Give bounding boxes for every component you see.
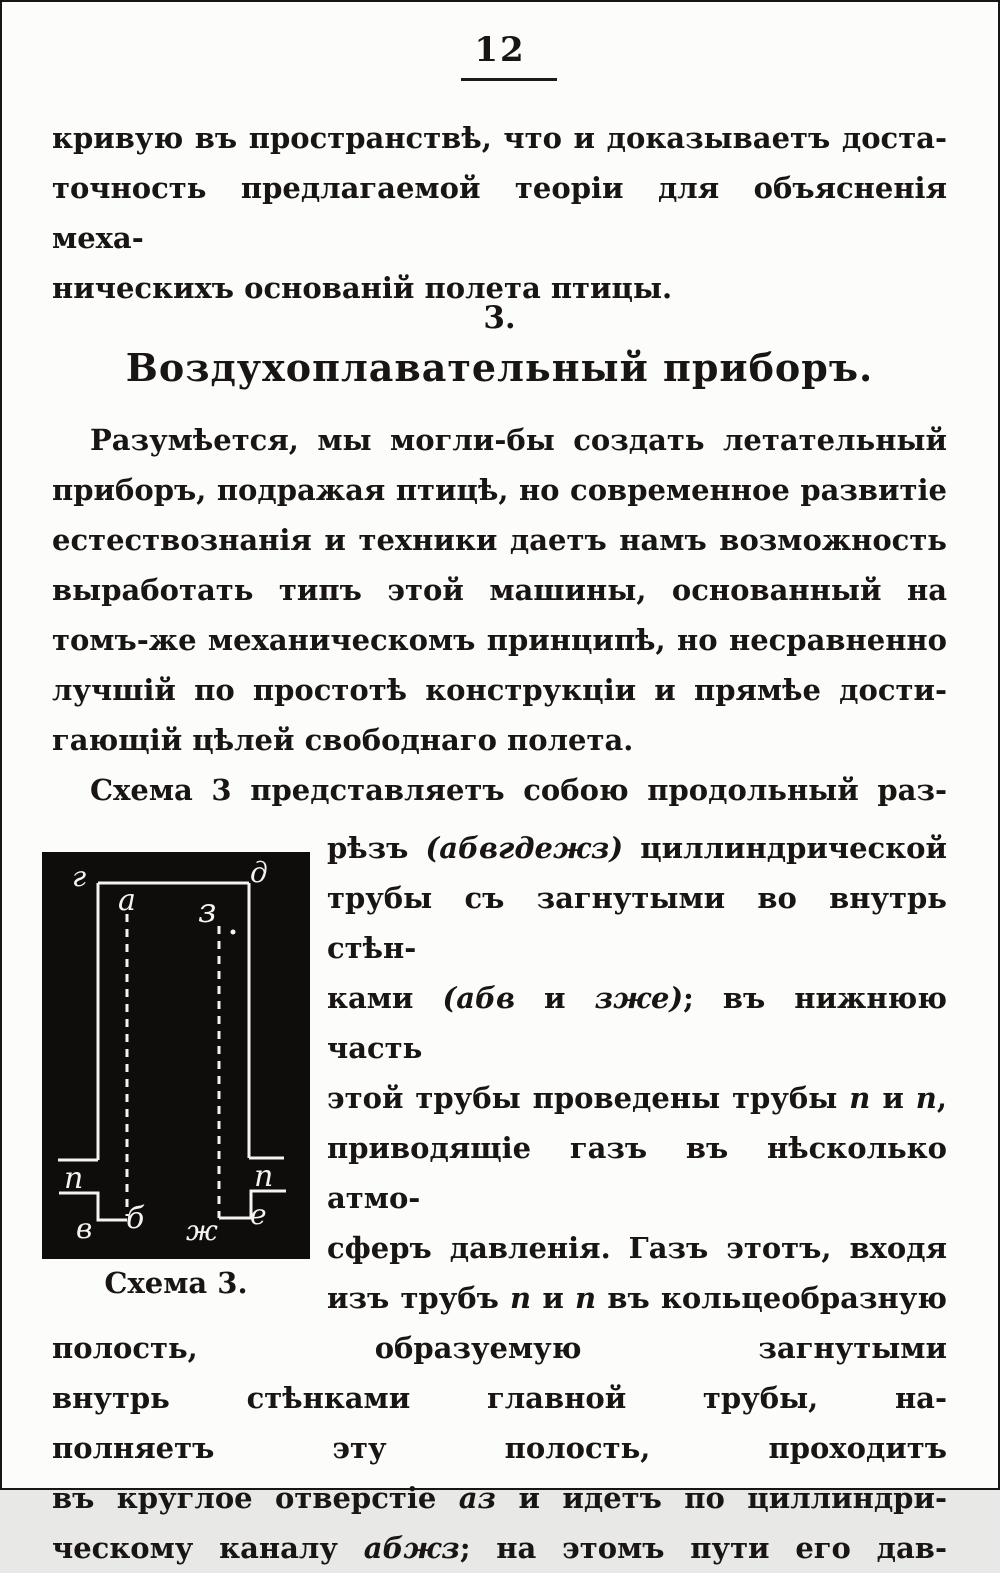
text-segment: полость, образуемую загнутыми (52, 1331, 947, 1365)
text-segment: полняетъ эту полость, проходитъ (52, 1431, 947, 1465)
label-g: г (72, 860, 87, 893)
italic-segment: зже) (594, 981, 684, 1015)
paragraph-schema-intro (52, 765, 947, 815)
text-segment: кривую въ пространствѣ, что и доказываетъ доста- (52, 121, 947, 155)
text-segment: лучшій по простотѣ конструкціи и прямѣе дости- (52, 673, 947, 707)
tube-cross-section-drawing (42, 852, 310, 1259)
paragraph-main (52, 415, 947, 765)
text-segment: , (936, 1081, 947, 1115)
page-number: 12 (474, 30, 526, 70)
text-segment: ками (327, 981, 443, 1015)
text-segment: ческому каналу (52, 1531, 364, 1565)
text-segment: приводящіе газъ въ нѣсколько атмо- (327, 1131, 947, 1215)
text-line (52, 113, 947, 163)
text-segment: приборъ, подражая птицѣ, но современное развитіе (52, 473, 947, 507)
italic-segment: абжз (363, 1531, 460, 1565)
italic-segment: n (915, 1081, 937, 1115)
text-line (52, 163, 947, 263)
text-segment: внутрь стѣнками главной трубы, на- (52, 1381, 947, 1415)
text-segment: изъ трубъ (327, 1281, 511, 1315)
text-segment: этой трубы проведены трубы (327, 1081, 850, 1115)
text-segment: сферъ давленія. Газъ этотъ, входя (327, 1231, 947, 1265)
text-segment: выработать типъ этой машины, основанный на (52, 573, 947, 607)
text-segment: томъ-же механическомъ принципѣ, но несравненно (52, 623, 947, 657)
text-segment: ; въ нижнюю часть (327, 981, 948, 1065)
label-a: а (118, 883, 136, 918)
text-segment: рѣзъ (327, 831, 426, 865)
text-segment: ническихъ основаній полета птицы. (52, 271, 673, 305)
label-z: з (198, 891, 217, 931)
figure-schema-3 (42, 852, 310, 1303)
text-line (52, 1523, 947, 1573)
label-zh: ж (186, 1214, 218, 1247)
text-segment: точность предлагаемой теоріи для объясненія меха- (52, 171, 947, 255)
text-line (52, 715, 947, 765)
label-v: в (76, 1212, 93, 1245)
italic-segment: (абвгдежз) (425, 831, 624, 865)
text-segment: циллиндрической (623, 831, 947, 865)
text-segment: и (514, 981, 595, 1015)
paragraph-with-figure (52, 823, 947, 1573)
text-segment: Разумѣется, мы могли-бы создать летательный (90, 423, 947, 457)
section-heading: Воздухоплавательный приборъ. (125, 345, 874, 390)
text-segment: въ круглое отверстіе (52, 1481, 459, 1515)
label-b: б (126, 1201, 145, 1236)
paragraph-continuation (52, 113, 947, 313)
italic-segment: n (575, 1281, 597, 1315)
ink-dot (231, 930, 236, 935)
label-e: е (250, 1198, 267, 1231)
text-line (52, 1423, 947, 1473)
text-line (52, 765, 947, 815)
text-line (52, 615, 947, 665)
text-segment: ; на этомъ пути его дав- (459, 1531, 947, 1565)
text-segment: Схема 3 представляетъ собою продольный раз- (90, 773, 947, 807)
text-segment: и (870, 1081, 916, 1115)
text-line (52, 565, 947, 615)
text-segment: и идетъ по циллиндри- (496, 1481, 948, 1515)
text-line (52, 465, 947, 515)
text-segment: и (531, 1281, 576, 1315)
italic-segment: (абв (442, 981, 515, 1015)
text-segment: трубы съ загнутыми во внутрь стѣн- (327, 881, 947, 965)
text-line (52, 415, 947, 465)
page-number-rule (461, 78, 557, 81)
italic-segment: аз (458, 1481, 497, 1515)
left-pipe-bottom-edge (59, 1193, 127, 1220)
text-line (52, 665, 947, 715)
italic-segment: n (849, 1081, 871, 1115)
italic-segment: n (510, 1281, 532, 1315)
text-line (52, 1373, 947, 1423)
text-line (52, 1323, 947, 1373)
section-number: 3. (483, 300, 516, 336)
label-n-left: n (64, 1161, 84, 1196)
label-n-right: n (254, 1159, 274, 1194)
figure-image (42, 852, 310, 1259)
text-line (52, 515, 947, 565)
text-line (52, 1473, 947, 1523)
text-segment: въ кольцеобразную (596, 1281, 947, 1315)
text-segment: гающій цѣлей свободнаго полета. (52, 723, 634, 757)
text-segment: естествознанія и техники даетъ намъ возможность (52, 523, 947, 557)
label-d: д (250, 856, 268, 889)
figure-caption: Схема 3. (104, 1266, 248, 1300)
